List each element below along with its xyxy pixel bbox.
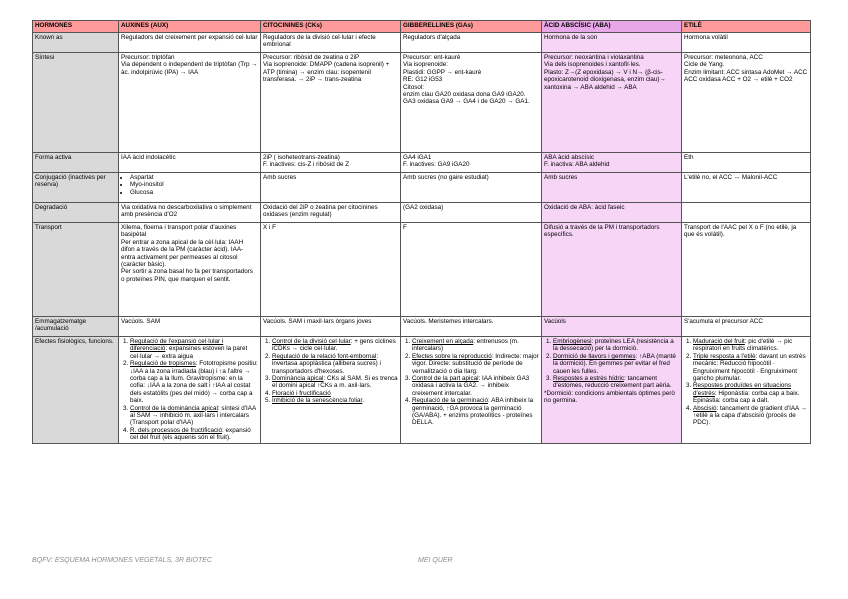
effect-text: : davant un estrès mecànic: Reducció hipocòtil · Engruiximent hipocòtil · Engruiximent gancho plumular. [693, 352, 806, 383]
effect-title: Dormició de llavors i gemmes [553, 352, 636, 360]
row-label: Efectes fisiològics, funcions. [33, 337, 119, 444]
effect-title: Creixement en alçada [412, 338, 474, 345]
cell-line: GA4 iGA1 [403, 154, 432, 161]
cell-ga: Amb sucres (no gaire estudiat) [401, 173, 542, 203]
effect-text: : expansines estoven la paret cel·lular → extra aigua [130, 345, 248, 360]
cell-eti: Hormona volàtil [682, 33, 811, 53]
effect-item [412, 338, 539, 353]
cell-line: GA3 oxidasa GA9 → GA4 i de GA20 → GA1. [403, 98, 530, 106]
cell-line: Per sortir a zona basal ho fa per transportadors o proteïnes PIN, que marquen el sentit. [121, 268, 253, 283]
cell-line: Per entrar a zona apical de la cèl·lula: IAAH difon a través de la PM (caràcter àcid). IAA- entra activament per permeases al citosol (caràcter bàsic). [121, 238, 244, 269]
effect-item [412, 375, 539, 397]
effect-text: : entrenusos (m. intercalars) [412, 338, 519, 353]
cell-line: Via isoprenoide: DMAPP (cadena isoprenil) + ATP (timina) → enzim clau: isopentenil transferasa. → 2iP → trans-zeatina [263, 61, 390, 84]
effect-item [272, 390, 398, 397]
cell-aux [119, 173, 261, 203]
conjugation-list [121, 174, 258, 196]
bullet-item: • Aspartat [130, 174, 258, 181]
cell-ga: Vacúols. Meristemes intercalars. [401, 317, 542, 337]
effect-item [553, 338, 679, 353]
cell-ck: Oxidació del 2iP o zeatina per citocinines oxidases (enzim regulat) [261, 203, 401, 223]
cell-line: Precursor: triptòfan [121, 54, 175, 61]
cell-aux: Via oxidativa no descarboxilativa o simplement amb presència d'O2 [119, 203, 261, 223]
header-aba: ÀCID ABSCÍSIC (ABA) [542, 21, 682, 33]
effect-item [693, 382, 808, 404]
row-label: Known as [33, 33, 119, 53]
cell-ga: Reguladors d'alçada [401, 33, 542, 53]
effect-title: Floració i fructificació [272, 389, 331, 397]
cell-aba: Hormona de la son [542, 33, 682, 53]
effect-title: Embriogènesi [553, 338, 592, 345]
effect-item [272, 397, 398, 404]
cell-aux [119, 337, 261, 444]
cell-ga [401, 153, 542, 173]
cell-aba: Vacúols [542, 317, 682, 337]
row-label: Emmagatzematge /acumulació [33, 317, 119, 337]
cell-eti [682, 337, 811, 444]
effect-text: : Hiponàstia: corba cap a baix. Epinàstia: corba cap a dalt. [693, 389, 800, 405]
cell-line: Via isoprenoide: [403, 61, 449, 69]
cell-ck: Vacúols. SAM i maxil·lars òrgans joves [261, 317, 401, 337]
header-citocinines: CITOCININES (CKs) [261, 21, 401, 33]
effect-text: : + gens ciclines iCDKs → cicle cel·lular. [272, 338, 396, 353]
cell-ga: F [401, 223, 542, 317]
cell-line: Plasto: Z→(Z epoxidasa) → V i N→ (β-cis-epoxicarotenoid dioxigenasa, enzim clau)→ xantoxina → ABA aldehid → ABA [544, 68, 666, 91]
effect-text: : IAA inhibeix GA3 oxidasa i activa la GA2. → inhibeix creixement intercalar. [412, 375, 530, 397]
cell-aba [542, 153, 682, 173]
row-transport [33, 223, 811, 317]
row-label: Degradació [33, 203, 119, 223]
effect-text: : síntesi d'IAA al SAM → inhibició m. axil·lars i intercalars (Transport polar d'IAA) [130, 404, 256, 427]
effect-text: : ↑ABA (manté la dormició). En gemmes per evitar el fred cauen les fulles. [553, 352, 676, 375]
cell-line: Xilema, floema i transport polar d'auxines basipètal [121, 224, 237, 239]
cell-line: Citosol: [403, 83, 424, 91]
cell-line: Precursor: meteonona, ACC [684, 54, 763, 61]
effect-text: : tancament de gradient d'IAA → ↑etilè a la capa d'abscisió (procés de PDC). [693, 404, 807, 427]
effect-item [130, 405, 258, 427]
effect-title: Dominància apical [272, 375, 324, 383]
cell-aux: Reguladors del creixement per expansió cel·lular [119, 33, 261, 53]
effect-item [272, 353, 398, 375]
effect-item [130, 360, 258, 404]
cell-ck: X i F [261, 223, 401, 317]
row-label: Conjugació (inactives per reserva) [33, 173, 119, 203]
effect-text: : CKs al SAM. Si es trenca el domini apical ↑CKs a m. axil·lars. [272, 375, 398, 390]
effect-title: Respostes a estrès hídric [553, 375, 625, 383]
effect-item [553, 375, 679, 390]
effect-title: Abscisió [693, 404, 717, 412]
bullet-item: • Glucosa [130, 189, 258, 196]
cell-eti: Eth [682, 153, 811, 173]
effect-item [130, 338, 258, 360]
header-etile: ETILÈ [682, 21, 811, 33]
cell-ck [261, 53, 401, 153]
row-known [33, 33, 811, 53]
effect-item [272, 375, 398, 390]
cell-line: 2iP ( isoheteotrans-zeatina) [263, 154, 340, 161]
cell-aba [542, 337, 682, 444]
effects-list [263, 338, 398, 405]
effect-text: : expansió cel del fruit (els aquenis són el fruit). [130, 426, 251, 442]
effects-list [121, 338, 258, 442]
row-degradation [33, 203, 811, 223]
effect-text: : pic d'etilè → pic respiratori en fruits climatèrics. [693, 338, 793, 353]
effects-list [403, 338, 539, 427]
effect-title: Control de la part apical [412, 375, 479, 383]
dormancy-note: *Dormició: condicions ambientals òptimes però no germina. [544, 389, 675, 405]
cell-ck [261, 337, 401, 444]
cell-ck: Reguladors de la divisió cel·lular i efecte embrional [261, 33, 401, 53]
cell-ga [401, 53, 542, 153]
effect-title: Control de la dominància apical [130, 404, 218, 412]
cell-line: Precursor: ribòsid de zeatina o 2iP [263, 54, 360, 61]
cell-eti [682, 53, 811, 153]
effects-list [544, 338, 679, 390]
effect-text: : Fototropisme positiu: ↓IAA a la zona irradiada (blau) i ↑a l'altre → corba cap a la llum. Gravitropisme: en la cofia: ↓IAA a la zona de salt i ↑IAA al costat dels estatòlits (pes del midó) → corba cap a baix. [130, 360, 258, 405]
effect-title: Maduració del fruit [693, 338, 745, 345]
cell-aux: Vacúols. SAM [119, 317, 261, 337]
effect-item [130, 427, 258, 442]
cell-aux: IAA àcid indolacètic [119, 153, 261, 173]
effect-text: : proteïnes LEA (resistència a la dessecació) per la dormició. [553, 338, 674, 353]
effect-title: Regulació de la relació font-embornal [272, 352, 377, 360]
cell-eti: L'etilè no, el ACC ↔ Malonil-ACC [682, 173, 811, 203]
cell-line: Enzim limitant: ACC sintasa AdoMet → ACC [684, 68, 808, 76]
cell-line: ABA àcid abscísic [544, 154, 595, 161]
cell-aux [119, 223, 261, 317]
cell-line: Precursor: ent-kaurè [403, 54, 461, 61]
effect-text: : Indirecte: major vigor. Directe: substitució de període de vernalització o dia llarg. [412, 352, 539, 375]
cell-line: Via dependent o independent de triptòfan (Trp → àc. indolpirúvic (IPA) → IAA [121, 61, 258, 76]
effect-title: Control de la divisió cel·lular [272, 338, 351, 345]
row-synthesis [33, 53, 811, 153]
effect-item [693, 353, 808, 383]
effect-text: . [362, 397, 365, 405]
cell-aux [119, 53, 261, 153]
cell-ck: Amb sucres [261, 173, 401, 203]
effect-item [412, 353, 539, 375]
effect-title: Triple resposta a l'etilè [693, 352, 756, 360]
effect-item [693, 338, 808, 353]
cell-eti [682, 203, 811, 223]
effect-title: Efectes sobre la reproducció [412, 352, 492, 360]
effect-title: Inhibició de la senescència foliar [272, 397, 363, 405]
effect-title: Regulació de la germinació [412, 397, 488, 405]
effect-title: Regulació de l'expansió cel·lular i diferenciació [130, 338, 224, 353]
effect-item [553, 353, 679, 375]
effect-text: : tancament d'estomes, reducció creixement part aèria. [553, 375, 672, 390]
header-auxines: AUXINES (AUX) [119, 21, 261, 33]
cell-line: F. inactives: GA9 iGA20 [403, 161, 470, 169]
cell-line: enzim clau GA20 oxidasa dona GA9 iGA20. [403, 91, 526, 99]
cell-line: ACC oxidasa ACC + O2 → etilè + CO2 [684, 76, 793, 84]
cell-line: F. inactives: cis-Z i ribòsid de Z [263, 161, 350, 169]
row-conjugation [33, 173, 811, 203]
header-gibberellines: GIBBERELLINES (GAs) [401, 21, 542, 33]
cell-ga: (GA2 oxidasa) [401, 203, 542, 223]
effect-title: Respostes produïdes en situacions d'estrès [693, 382, 792, 397]
cell-aba: Oxidació de ABA: àcid faseic [542, 203, 682, 223]
footer-right: MEI QUER [418, 557, 453, 564]
effect-text: : invertasa apoplàstica (allibera sucres) i transportadors d'hexoses. [272, 352, 381, 375]
effects-list [684, 338, 808, 427]
row-label: Forma activa [33, 153, 119, 173]
cell-aba: Amb sucres [542, 173, 682, 203]
row-label: Síntesi [33, 53, 119, 153]
effect-text: : ABA inhibeix la germinació, ↑GA provoca la germinació (GA/ABA). + enzims proteolítics - proteïnes DELLA. [412, 397, 534, 427]
row-active-form [33, 153, 811, 173]
effect-title: Regulació de tropismes [130, 360, 196, 368]
cell-eti: Transport de l'AAC pel X o F (no etilè, ja que és volàtil). [682, 223, 811, 317]
row-label: Transport [33, 223, 119, 317]
cell-ck [261, 153, 401, 173]
row-storage [33, 317, 811, 337]
footer-left: BQFV: ESQUEMA HORMONES VEGETALS, 3R BIOTEC [32, 557, 212, 564]
cell-ga [401, 337, 542, 444]
bullet-item: • Myo-inositol [130, 181, 258, 188]
header-row [33, 21, 811, 33]
effect-title: R. dels processos de fructificació [130, 426, 223, 434]
cell-line: F. inactiva: ABA aldehid [544, 161, 610, 169]
row-effects [33, 337, 811, 444]
effect-item [272, 338, 398, 353]
effect-item [412, 397, 539, 427]
cell-line: Precursor: neoxantina i violaxantina [544, 54, 644, 61]
cell-aba: Difusió a través de la PM i transportadors específics. [542, 223, 682, 317]
cell-line: RE: G12 iG53 [403, 76, 443, 84]
cell-eti: S'acumula el precursor ACC [682, 317, 811, 337]
cell-line: Via dels isoprenoides i xantofil·les. [544, 61, 641, 69]
hormones-table [32, 20, 811, 444]
cell-line: Cicle de Yang. [684, 61, 725, 69]
header-hormones: HORMONES [33, 21, 119, 33]
cell-line: Plastidi: GGPP → ent-kaurè [403, 68, 482, 76]
cell-aba [542, 53, 682, 153]
effect-item [693, 405, 808, 427]
